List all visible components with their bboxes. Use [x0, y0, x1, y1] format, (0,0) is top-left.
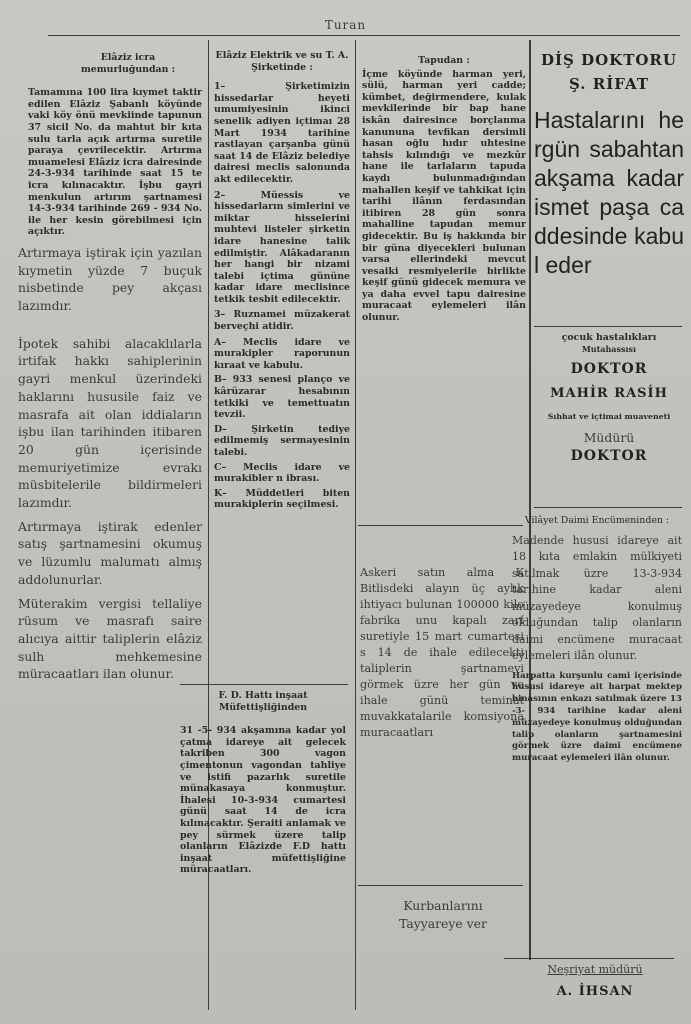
- tapu-notice-body: İçme köyünde harman yeri, sülü, harman yeri cadde; kümbet, değirmendere, kulak mevkilerinde bir bap hane iskân dairesince borçlanma kanununa tevfikan dersimli hasan oğlu hıdır uhtesine tahsis kılındığı ve mezkûr hane ile tarlaların tapuda kaydı bulunmadığından mahallen keşif ve tahkikat için tarihi ilânın ferdasından itibiren 28 gün sonra mahalline tapudan memur gidecektir. Bu iş hakkında bir bir güna diyecekleri bulunan varsa ellerindeki mevcut vesaiki resmiyelerile birlikte keşif günü gidecek memura ve ya daha evvel tapu dairesine muracaat eylemeleri ilân olunur.: [362, 68, 526, 324]
- dentist-ad-heading: DİŞ DOKTORU: [541, 51, 677, 69]
- vilayet-notice: [512, 515, 682, 955]
- agenda-item: D– Şirketin tediye edilmemiş sermayesinin talebi.: [214, 423, 350, 458]
- top-rule: [48, 35, 680, 36]
- col3-section-rule-2: [358, 885, 523, 886]
- pediatrician-role: Müdürü: [583, 429, 635, 445]
- pediatrician-doctor-label: DOKTOR: [570, 361, 648, 378]
- col3-section-rule: [358, 525, 523, 526]
- agenda-item: C– Meclis idare ve murakibler n ibrası.: [214, 461, 350, 485]
- tapu-notice-title: Tapudan :: [418, 55, 470, 66]
- icra-notice-deposit: Artırmaya iştirak için yazılan kıymetin yüzde 7 buçuk nisbetinde pey akçası lazımdır.: [18, 244, 202, 314]
- col4-footer-rule: [504, 958, 674, 959]
- masthead-title: Turan: [324, 18, 367, 32]
- column-3-mid: [360, 565, 524, 815]
- col4-ad-rule: [534, 326, 682, 327]
- column-divider-2: [355, 40, 356, 1010]
- col2-section-rule: [180, 684, 348, 685]
- footer-publisher: [510, 962, 680, 1012]
- agenda-item: B– 933 senesi planço ve kârüzarar hesabının tetkiki ve temettuatın tevzii.: [214, 374, 350, 421]
- fd-hatti-title: F. D. Hattı inşaat Müfettişliğinden: [218, 690, 308, 713]
- icra-notice-body: Tamamına 100 lira kıymet taktir edilen Elâziz Şabanlı köyünde vaki köy önü mevkiinde tapunun 37 sicil No. da mahtut bir kıta sulu tarla açık artırma suretile paraya çevrilecektir. Artırma muamelesi Elâziz icra dairesinde 24-3-934 tarihinde saat 15 te icra kılınacaktır. İşbu gayri menkulun artırım şartnamesi 14-3-934 tarihinde 269 - 934 No. ile her kesin görebilmesi için açıktır.: [28, 87, 202, 238]
- dentist-ad-text: Hastalarını hergün sabahtan akşama kadar ismet paşa caddesinde kabul eder: [534, 107, 684, 278]
- tayyare-slogan: Kurbanlarını Tayyareye ver: [399, 898, 487, 931]
- icra-notice-title: Elâziz icra memurluğundan :: [80, 52, 176, 75]
- askeri-satin-alma-notice: Askeri satın alma K Bitlisdeki alayın üç aylık ihtiyacı bulunan 100000 kilo fabrika unu kapalı zarf suretiyle 15 mart cumartesi s 14 de ihale edilecekti taliplerin şartnamevi görmek üzre her gün ve ihale günü teminat muvakkatalarile komsiyona muracaatları: [360, 566, 524, 739]
- elektrik-item-3: 3– Ruznamei müzakerat berveçhi atidir.: [214, 309, 350, 333]
- agenda-item: A– Meclis idare ve murakipler raporunun kıraat ve kabulu.: [214, 336, 350, 371]
- elektrik-item-2: 2– Müessis ve hissedarların simlerini ve miktar hisselerini muhtevi listeler şirketin idare hanesine talik edilmiştir. Alâkadaranın her hangi bir nizami talebi içtima gününe kadar idare meclisince tetkik tesbit edilecektir.: [214, 189, 350, 305]
- vilayet-notice-title: Vilâyet Daimi Encümeninden :: [524, 515, 670, 526]
- fd-hatti-body: 31 -5- 934 akşamına kadar yol çatma idareye ait gelecek takriben 300 vagon çimentonun vagondan tahliye ve istifi pazarlık suretile münakasaya konmuştur. İhalesi 10-3-934 cumartesi günü saat 14 de icra kılınacaktır. Şeraiti anlamak ve pey sürmek üzere talip olanların Elâzizde F.D hattı inşaat müfettişliğine müracaatları.: [180, 725, 346, 876]
- vilayet-notice-harpat: Harpatta kurşunlu cami içerisinde hususi idareye ait harpat mektep binasının enkazı satılmak üzere 13 -3- 934 tarihine kadar aleni müzayedeye konulmuş olduğundan talip olanların şartnamesini görmek üzre daimi encümene muracaat eylemeleri ilân olunur.: [512, 670, 682, 764]
- publisher-name: A. İHSAN: [556, 984, 634, 999]
- elektrik-notice-title: Elâziz Elektrik ve su T. A. Şirketinde :: [215, 50, 349, 73]
- icra-notice-bidders: Artırmaya iştirak edenler satış şartnamesini okumuş ve lüzumlu malumatı almış addolunurlar.: [18, 518, 202, 587]
- pediatrician-ad: [534, 332, 684, 504]
- column-3-bottom: [368, 897, 518, 957]
- vilayet-notice-body: Madende hususi idareye ait 18 kıta emlakin mülkiyeti satılmak üzre 13-3-934 tarihine kadar aleni müzayedeye konulmuş olduğundan talip olanların daimi encümene muracaat eylemeleri ilân olunur.: [512, 533, 682, 663]
- publisher-label: Neşriyat müdürü: [547, 963, 643, 976]
- column-2-lower: [180, 690, 346, 990]
- pediatrician-office: Sıhhat ve içtimai muaveneti: [547, 412, 671, 422]
- column-1: [18, 52, 202, 1012]
- dentist-ad: [534, 50, 684, 322]
- pediatrician-specialty: çocuk hastalıkları: [561, 332, 657, 343]
- pediatrician-subtitle: Mutahassısı: [581, 343, 637, 354]
- elektrik-item-1: 1– Şirketimizin hissedarlar heyeti umumiyesinin ikinci senelik adiyen içtimaı 28 Mart 1934 tarihine rastlayan çarşanba günü saat 14 de Elâziz belediye dairesi meclis salonunda akt edilecektir.: [214, 81, 350, 185]
- icra-notice-mortgage: İpotek sahibi alacaklılarla irtifak hakkı sahiplerinin gayri menkul üzerindeki haklarını hususile faiz ve masrafa ait olan iddiaların işbu ilan tarihinden itibaren 20 gün içerisinde memuriyetimize evrakı müsbitelerile bildirmeleri lazımdır.: [18, 335, 202, 511]
- column-2: [214, 50, 350, 680]
- dentist-ad-name: Ş. RİFAT: [569, 75, 649, 93]
- pediatrician-name: MAHİR RASİH: [550, 386, 668, 402]
- column-3: [362, 55, 526, 515]
- pediatrician-doctor-label-2: DOKTOR: [570, 448, 648, 465]
- agenda-item: K– Müddetleri biten murakiplerin seçilmesi.: [214, 487, 350, 511]
- col4-ad-rule-2: [534, 507, 682, 508]
- icra-notice-taxes: Müterakim vergisi tellaliye rüsum ve masrafı saire alıcıya aittir taliplerin elâziz sulh mehkemesine müracaatları ilan olunur.: [18, 595, 202, 682]
